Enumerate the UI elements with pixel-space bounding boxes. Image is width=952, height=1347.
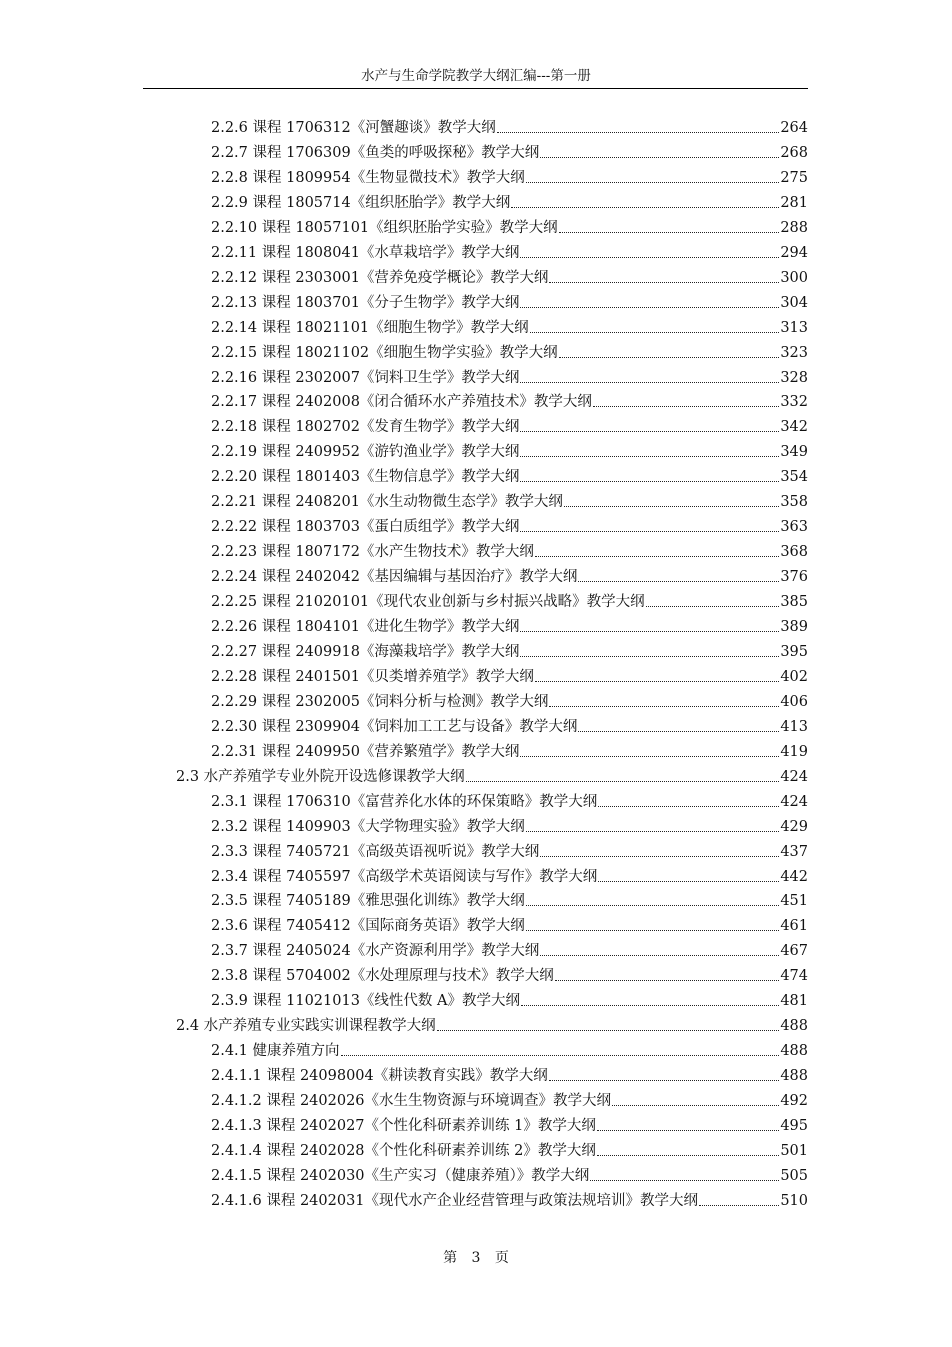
toc-entry-label: 2.2.6 课程 1706312《河蟹趣谈》教学大纲 bbox=[211, 120, 496, 136]
toc-entry[interactable] bbox=[211, 790, 808, 812]
toc-entry-label: 2.3.1 课程 1706310《富营养化水体的环保策略》教学大纲 bbox=[211, 793, 598, 810]
toc-entry[interactable] bbox=[211, 989, 808, 1011]
toc-leader-dots bbox=[520, 431, 779, 432]
toc-leader-dots bbox=[564, 506, 779, 507]
toc-entry[interactable] bbox=[211, 1139, 808, 1161]
toc-entry-label: 2.2.31 课程 2409950《营养繁殖学》教学大纲 bbox=[211, 743, 520, 760]
toc-entry-page: 510 bbox=[780, 1192, 808, 1209]
toc-entry-page: 264 bbox=[780, 120, 808, 136]
toc-leader-dots bbox=[559, 357, 780, 358]
toc-leader-dots bbox=[699, 1205, 779, 1206]
toc-entry-page: 488 bbox=[780, 1068, 808, 1085]
toc-entry-page: 342 bbox=[780, 419, 808, 436]
toc-leader-dots bbox=[341, 1055, 780, 1056]
toc-entry[interactable] bbox=[211, 515, 808, 537]
toc-entry[interactable] bbox=[211, 865, 808, 887]
toc-leader-dots bbox=[590, 1180, 779, 1181]
toc-leader-dots bbox=[520, 481, 779, 482]
toc-entry-page: 300 bbox=[780, 269, 808, 286]
toc-leader-dots bbox=[466, 781, 780, 782]
toc-entry-page: 488 bbox=[780, 1043, 808, 1060]
toc-entry-label: 2.2.29 课程 2302005《饲料分析与检测》教学大纲 bbox=[211, 693, 549, 710]
page-number: 第 3 页 bbox=[443, 1250, 509, 1266]
toc-leader-dots bbox=[597, 1155, 779, 1156]
toc-entry[interactable] bbox=[176, 765, 808, 787]
toc-leader-dots bbox=[520, 656, 779, 657]
toc-entry[interactable] bbox=[211, 565, 808, 587]
toc-leader-dots bbox=[540, 955, 779, 956]
toc-leader-dots bbox=[521, 1005, 779, 1006]
toc-entry-page: 505 bbox=[780, 1167, 808, 1184]
toc-entry-label: 2.2.12 课程 2303001《营养免疫学概论》教学大纲 bbox=[211, 269, 549, 286]
toc-entry-label: 2.4.1.5 课程 2402030《生产实习（健康养殖）》教学大纲 bbox=[211, 1167, 590, 1184]
toc-entry[interactable] bbox=[211, 1039, 808, 1061]
toc-entry-label: 2.2.10 课程 18057101《组织胚胎学实验》教学大纲 bbox=[211, 219, 558, 236]
toc-entry-page: 442 bbox=[780, 868, 808, 885]
toc-entry-page: 363 bbox=[780, 519, 808, 536]
toc-leader-dots bbox=[520, 257, 779, 258]
toc-entry-page: 275 bbox=[780, 169, 808, 186]
toc-entry-label: 2.4.1.2 课程 2402026《水生生物资源与环境调查》教学大纲 bbox=[211, 1093, 612, 1110]
toc-entry-label: 2.2.19 课程 2409952《游钓渔业学》教学大纲 bbox=[211, 444, 520, 461]
toc-leader-dots bbox=[437, 1030, 780, 1031]
toc-entry-label: 2.3.4 课程 7405597《高级学术英语阅读与写作》教学大纲 bbox=[211, 868, 598, 885]
toc-entry-page: 328 bbox=[780, 369, 808, 386]
toc-entry-label: 2.4.1.1 课程 24098004《耕读教育实践》教学大纲 bbox=[211, 1068, 548, 1085]
toc-leader-dots bbox=[549, 706, 779, 707]
toc-leader-dots bbox=[520, 456, 779, 457]
toc-entry-page: 368 bbox=[780, 544, 808, 561]
header-rule bbox=[143, 88, 808, 89]
toc-entry-label: 2.2.7 课程 1706309《鱼类的呼吸探秘》教学大纲 bbox=[211, 144, 540, 161]
toc-entry-label: 2.3.2 课程 1409903《大学物理实验》教学大纲 bbox=[211, 818, 525, 835]
toc-entry[interactable] bbox=[211, 840, 808, 862]
toc-entry[interactable] bbox=[211, 615, 808, 637]
toc-entry-label: 2.3.9 课程 11021013《线性代数 A》教学大纲 bbox=[211, 993, 520, 1010]
toc-leader-dots bbox=[520, 382, 779, 383]
toc-entry[interactable] bbox=[211, 1089, 808, 1111]
toc-entry-page: 288 bbox=[780, 219, 808, 236]
toc-entry[interactable] bbox=[211, 914, 808, 936]
toc-entry[interactable] bbox=[211, 815, 808, 837]
toc-entry[interactable] bbox=[211, 415, 808, 437]
toc-entry-label: 2.2.8 课程 1809954《生物显微技术》教学大纲 bbox=[211, 169, 525, 186]
toc-entry[interactable] bbox=[211, 141, 808, 163]
toc-entry[interactable] bbox=[211, 316, 808, 338]
toc-entry[interactable] bbox=[211, 590, 808, 612]
toc-leader-dots bbox=[598, 806, 779, 807]
toc-entry-label: 2.4.1.6 课程 2402031《现代水产企业经营管理与政策法规培训》教学大纲 bbox=[211, 1192, 699, 1209]
toc-entry-label: 2.2.14 课程 18021101《细胞生物学》教学大纲 bbox=[211, 319, 529, 336]
toc-leader-dots bbox=[530, 332, 780, 333]
toc-leader-dots bbox=[526, 831, 780, 832]
toc-leader-dots bbox=[520, 756, 779, 757]
toc-entry[interactable] bbox=[211, 740, 808, 762]
toc-leader-dots bbox=[555, 980, 780, 981]
toc-entry-label: 2.2.11 课程 1808041《水草栽培学》教学大纲 bbox=[211, 244, 520, 261]
toc-entry-label: 2.3.6 课程 7405412《国际商务英语》教学大纲 bbox=[211, 918, 525, 935]
toc-entry-label: 2.3.7 课程 2405024《水产资源利用学》教学大纲 bbox=[211, 943, 540, 960]
toc-entry-page: 424 bbox=[780, 768, 808, 785]
toc-entry[interactable] bbox=[211, 216, 808, 238]
toc-entry-page: 389 bbox=[780, 619, 808, 635]
toc-entry-label: 2.2.28 课程 2401501《贝类增养殖学》教学大纲 bbox=[211, 668, 534, 685]
toc-entry-page: 481 bbox=[780, 993, 808, 1010]
toc-leader-dots bbox=[559, 232, 780, 233]
toc-entry-page: 451 bbox=[780, 893, 808, 910]
toc-entry-page: 488 bbox=[780, 1018, 808, 1035]
toc-leader-dots bbox=[526, 182, 780, 183]
toc-leader-dots bbox=[520, 531, 779, 532]
toc-entry[interactable] bbox=[211, 116, 808, 138]
toc-entry-label: 2.2.27 课程 2409918《海藻栽培学》教学大纲 bbox=[211, 643, 520, 660]
toc-entry[interactable] bbox=[211, 490, 808, 512]
toc-leader-dots bbox=[526, 905, 780, 906]
toc-entry-page: 294 bbox=[780, 244, 808, 261]
toc-entry[interactable] bbox=[211, 341, 808, 363]
toc-entry-label: 2.3 水产养殖学专业外院开设选修课教学大纲 bbox=[176, 768, 465, 785]
toc-entry-page: 323 bbox=[780, 344, 808, 361]
toc-leader-dots bbox=[549, 1080, 780, 1081]
toc-entry-label: 2.2.24 课程 2402042《基因编辑与基因治疗》教学大纲 bbox=[211, 569, 578, 586]
toc-entry-page: 413 bbox=[780, 718, 808, 735]
toc-leader-dots bbox=[511, 207, 779, 208]
toc-entry-label: 2.2.13 课程 1803701《分子生物学》教学大纲 bbox=[211, 294, 520, 311]
toc-entry-label: 2.2.26 课程 1804101《进化生物学》教学大纲 bbox=[211, 619, 520, 635]
toc-entry[interactable] bbox=[211, 291, 808, 313]
toc-leader-dots bbox=[540, 157, 779, 158]
toc-entry[interactable] bbox=[211, 191, 808, 213]
toc-leader-dots bbox=[598, 881, 779, 882]
toc-entry-page: 501 bbox=[780, 1142, 808, 1159]
toc-entry[interactable] bbox=[211, 889, 808, 911]
toc-entry-page: 358 bbox=[780, 494, 808, 511]
toc-entry-page: 385 bbox=[780, 594, 808, 611]
toc-leader-dots bbox=[535, 681, 779, 682]
toc-entry-label: 2.2.16 课程 2302007《饲料卫生学》教学大纲 bbox=[211, 369, 520, 386]
toc-entry-page: 395 bbox=[780, 643, 808, 660]
toc-leader-dots bbox=[535, 556, 779, 557]
toc-entry[interactable] bbox=[211, 465, 808, 487]
toc-entry-label: 2.3.5 课程 7405189《雅思强化训练》教学大纲 bbox=[211, 893, 525, 910]
toc-entry-label: 2.2.15 课程 18021102《细胞生物学实验》教学大纲 bbox=[211, 344, 558, 361]
toc-entry-label: 2.2.30 课程 2309904《饲料加工工艺与设备》教学大纲 bbox=[211, 718, 578, 735]
toc-leader-dots bbox=[526, 930, 780, 931]
toc-entry-page: 419 bbox=[780, 743, 808, 760]
toc-entry-label: 2.2.18 课程 1802702《发育生物学》教学大纲 bbox=[211, 419, 520, 436]
toc-entry-page: 281 bbox=[780, 194, 808, 211]
toc-entry-label: 2.4 水产养殖专业实践实训课程教学大纲 bbox=[176, 1018, 436, 1035]
toc-entry-page: 268 bbox=[780, 144, 808, 161]
toc-leader-dots bbox=[593, 406, 779, 407]
toc-entry[interactable] bbox=[211, 540, 808, 562]
toc-leader-dots bbox=[578, 731, 779, 732]
toc-entry-page: 406 bbox=[780, 693, 808, 710]
toc-leader-dots bbox=[497, 132, 780, 133]
toc-entry-page: 304 bbox=[780, 294, 808, 311]
toc-entry[interactable] bbox=[176, 1014, 808, 1036]
toc-entry[interactable] bbox=[211, 665, 808, 687]
toc-leader-dots bbox=[540, 856, 779, 857]
toc-entry-page: 313 bbox=[780, 319, 808, 336]
toc-leader-dots bbox=[646, 606, 780, 607]
toc-leader-dots bbox=[520, 631, 779, 632]
toc-entry-label: 2.4.1 健康养殖方向 bbox=[211, 1043, 340, 1060]
toc-entry-label: 2.2.25 课程 21020101《现代农业创新与乡村振兴战略》教学大纲 bbox=[211, 594, 645, 611]
running-header: 水产与生命学院教学大纲汇编---第一册 bbox=[361, 68, 591, 84]
toc-entry-page: 349 bbox=[780, 444, 808, 461]
toc-entry-page: 474 bbox=[780, 968, 808, 985]
toc-entry-page: 437 bbox=[780, 843, 808, 860]
toc-entry-label: 2.2.20 课程 1801403《生物信息学》教学大纲 bbox=[211, 469, 520, 486]
toc-entry-page: 495 bbox=[780, 1118, 808, 1134]
toc-leader-dots bbox=[612, 1105, 779, 1106]
toc-entry-page: 492 bbox=[780, 1093, 808, 1110]
toc-entry[interactable] bbox=[211, 166, 808, 188]
toc-entry-label: 2.2.21 课程 2408201《水生动物微生态学》教学大纲 bbox=[211, 494, 563, 511]
toc-entry[interactable] bbox=[211, 1189, 808, 1211]
toc-entry[interactable] bbox=[211, 715, 808, 737]
toc-entry-label: 2.3.8 课程 5704002《水处理原理与技术》教学大纲 bbox=[211, 968, 554, 985]
toc-entry-label: 2.2.17 课程 2402008《闭合循环水产养殖技术》教学大纲 bbox=[211, 394, 592, 411]
toc-leader-dots bbox=[549, 282, 779, 283]
toc-entry-page: 461 bbox=[780, 918, 808, 935]
toc-entry[interactable] bbox=[211, 266, 808, 288]
toc-entry-label: 2.2.23 课程 1807172《水产生物技术》教学大纲 bbox=[211, 544, 534, 561]
toc-entry-label: 2.4.1.4 课程 2402028《个性化科研素养训练 2》教学大纲 bbox=[211, 1142, 596, 1159]
toc-entry[interactable] bbox=[211, 640, 808, 662]
toc-entry-page: 332 bbox=[780, 394, 808, 411]
toc-leader-dots bbox=[578, 581, 779, 582]
toc-leader-dots bbox=[597, 1130, 779, 1131]
toc-entry-page: 376 bbox=[780, 569, 808, 586]
toc-entry[interactable] bbox=[211, 366, 808, 388]
toc-entry-label: 2.2.9 课程 1805714《组织胚胎学》教学大纲 bbox=[211, 194, 511, 211]
toc-entry-label: 2.3.3 课程 7405721《高级英语视听说》教学大纲 bbox=[211, 843, 540, 860]
toc-entry-page: 467 bbox=[780, 943, 808, 960]
toc-leader-dots bbox=[520, 307, 779, 308]
toc-entry[interactable] bbox=[211, 690, 808, 712]
toc-entry[interactable] bbox=[211, 1114, 808, 1136]
toc-entry-page: 424 bbox=[780, 793, 808, 810]
toc-entry[interactable] bbox=[211, 939, 808, 961]
toc-entry[interactable] bbox=[211, 440, 808, 462]
toc-entry[interactable] bbox=[211, 1164, 808, 1186]
toc-entry-page: 402 bbox=[780, 668, 808, 685]
toc-entry-page: 354 bbox=[780, 469, 808, 486]
toc-entry-page: 429 bbox=[780, 818, 808, 835]
toc-entry[interactable] bbox=[211, 390, 808, 412]
toc-entry-label: 2.4.1.3 课程 2402027《个性化科研素养训练 1》教学大纲 bbox=[211, 1118, 596, 1134]
toc-entry[interactable] bbox=[211, 964, 808, 986]
toc-entry-label: 2.2.22 课程 1803703《蛋白质组学》教学大纲 bbox=[211, 519, 520, 536]
toc-entry[interactable] bbox=[211, 241, 808, 263]
toc-entry[interactable] bbox=[211, 1064, 808, 1086]
